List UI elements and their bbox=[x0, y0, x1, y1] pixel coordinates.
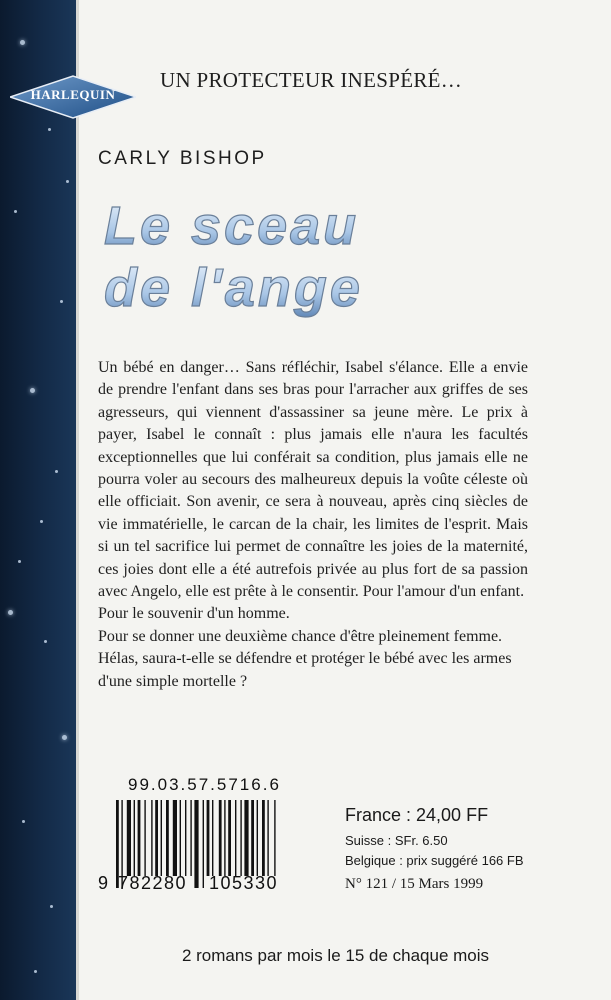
barcode-bar bbox=[207, 800, 210, 876]
spine-star bbox=[20, 40, 25, 45]
title-line-2: de l'ange bbox=[104, 258, 363, 318]
spine-star bbox=[22, 820, 25, 823]
tagline: UN PROTECTEUR INESPÉRÉ… bbox=[160, 68, 463, 92]
barcode-bar bbox=[134, 800, 135, 876]
barcode-bar bbox=[240, 800, 241, 876]
spine-star bbox=[48, 128, 51, 131]
spine-star bbox=[66, 180, 69, 183]
barcode-digit-first: 9 bbox=[98, 873, 109, 893]
title-line-1: Le sceau bbox=[104, 196, 360, 256]
price-suisse: Suisse : SFr. 6.50 bbox=[345, 833, 448, 848]
price-france: France : 24,00 FF bbox=[345, 805, 489, 825]
back-cover-blurb bbox=[98, 357, 528, 693]
spine-edge bbox=[76, 0, 79, 1000]
issue-number: N° 121 / 15 Mars 1999 bbox=[345, 876, 484, 892]
barcode-bar bbox=[138, 800, 141, 876]
barcode-bar bbox=[203, 800, 204, 888]
barcode-bar bbox=[251, 800, 254, 876]
barcode-bar bbox=[267, 800, 268, 876]
barcode-bar bbox=[161, 800, 162, 876]
barcode-bar bbox=[155, 800, 158, 876]
blurb-paragraph: Un bébé en danger… Sans réfléchir, Isabel s'élance. Elle a envie de prendre l'enfant dans ses bras pour l'arracher aux griffes de ses agresseurs, qui viennent d'assassiner sa jeune mère. Le prix à payer, Isabel le connaît : plus jamais elle n'aura les facultés exceptionnelles que lui conférait sa condition, plus jamais elle ne pourra voler au secours des malheureux depuis la voûte céleste où elle officiait. Son avenir, ce sera à nouveau, après cinq siècles de vie immatérielle, le carcan de la chair, les limites de l'esprit. Mais si un tel sacrifice lui permet de connaître les joies de la maternité, ces joies dont elle a été autrefois privée au plus fort de sa passion avec Angelo, elle est prête à le consentir. Pour l'amour d'un enfant. bbox=[98, 359, 528, 601]
barcode-bar bbox=[244, 800, 248, 876]
spine-star bbox=[18, 560, 21, 563]
spine-star bbox=[8, 610, 13, 615]
barcode-bar bbox=[262, 800, 265, 876]
book-title bbox=[100, 186, 400, 336]
barcode-bar bbox=[228, 800, 231, 876]
barcode-digits-right: 105330 bbox=[209, 873, 279, 893]
publication-frequency: 2 romans par mois le 15 de chaque mois bbox=[181, 946, 490, 965]
author-name: CARLY BISHOP bbox=[98, 148, 267, 169]
barcode-bar bbox=[173, 800, 177, 876]
blurb-line: Hélas, saura-t-elle se défendre et protéger le bébé avec les armes d'une simple mortelle ? bbox=[98, 650, 512, 690]
logo-text: HARLEQUIN bbox=[30, 87, 116, 102]
spine-star bbox=[30, 388, 35, 393]
barcode-bar bbox=[235, 800, 236, 876]
barcode-bar bbox=[257, 800, 258, 876]
spine-star bbox=[62, 735, 67, 740]
cover-spine bbox=[0, 0, 76, 1000]
barcode-bar bbox=[144, 800, 145, 876]
price-belgique: Belgique : prix suggéré 166 FB bbox=[345, 853, 524, 868]
barcode-bar bbox=[190, 800, 191, 876]
spine-star bbox=[14, 210, 17, 213]
barcode-bar bbox=[212, 800, 213, 876]
spine-star bbox=[44, 640, 47, 643]
barcode-bar bbox=[180, 800, 181, 876]
spine-star bbox=[50, 905, 53, 908]
spine-star bbox=[40, 520, 43, 523]
barcode-bar bbox=[127, 800, 131, 876]
barcode-bar bbox=[274, 800, 275, 876]
barcode-bar bbox=[194, 800, 198, 888]
spine-star bbox=[34, 970, 37, 973]
barcode-bar bbox=[151, 800, 152, 876]
spine-star bbox=[60, 300, 63, 303]
barcode-digits-left: 782280 bbox=[118, 873, 188, 893]
barcode-code: 99.03.57.5716.6 bbox=[128, 775, 281, 794]
barcode-bar bbox=[185, 800, 186, 876]
barcode-bar bbox=[166, 800, 169, 876]
blurb-line: Pour se donner une deuxième chance d'être pleinement femme. bbox=[98, 627, 503, 645]
barcode-bar bbox=[224, 800, 225, 876]
barcode-bar bbox=[219, 800, 222, 876]
spine-star bbox=[55, 470, 58, 473]
blurb-line: Pour le souvenir d'un homme. bbox=[98, 605, 290, 623]
harlequin-logo bbox=[10, 74, 136, 120]
